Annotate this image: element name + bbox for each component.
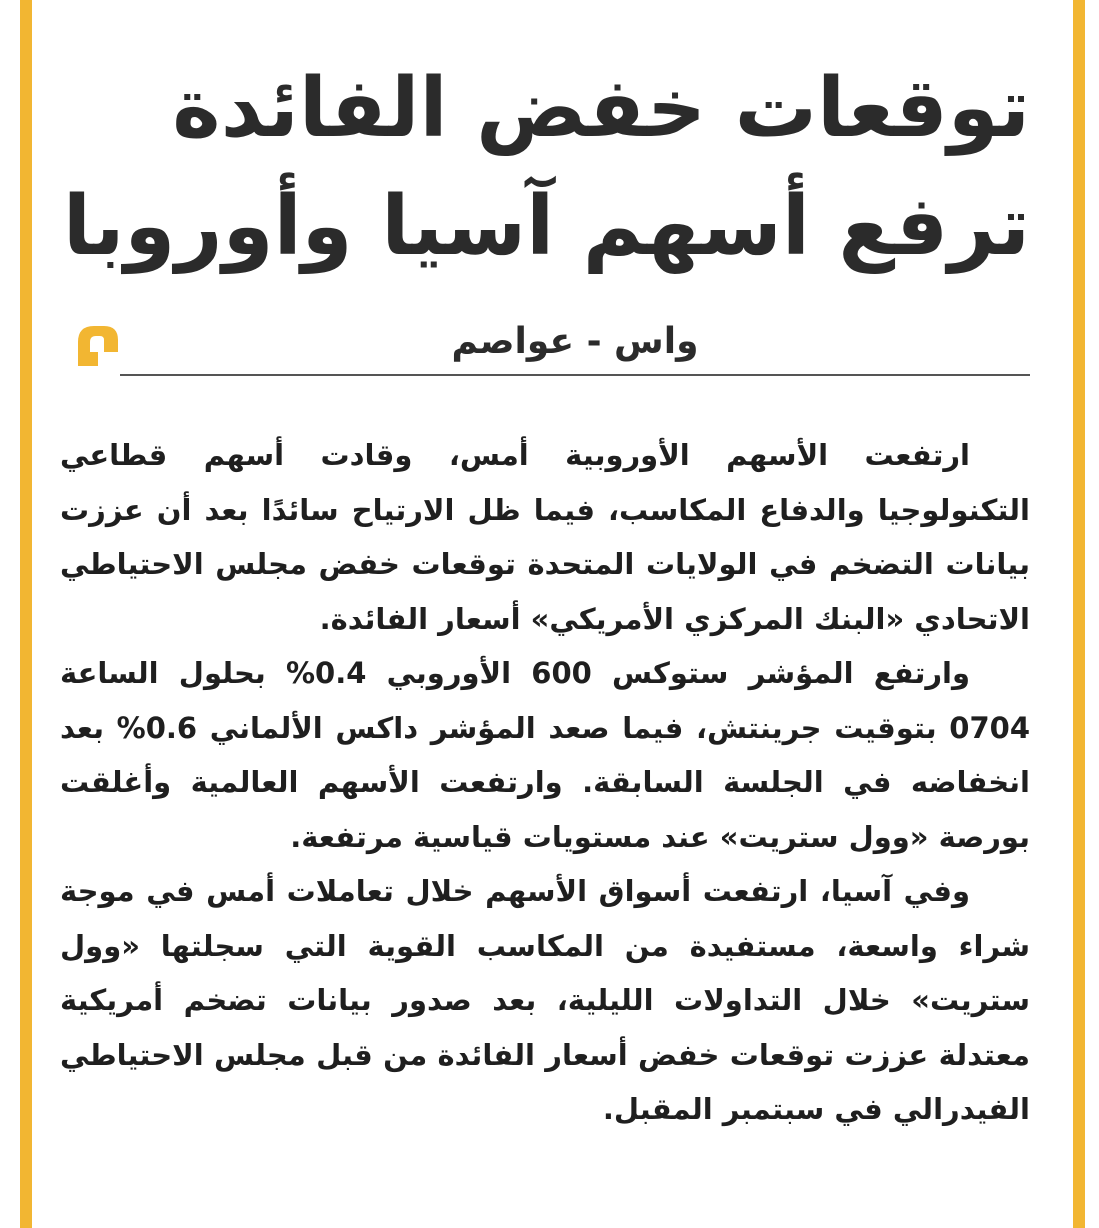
left-frame-border [0, 0, 36, 1228]
byline-source: واس - عواصم [120, 316, 1030, 376]
paragraph-3: وفي آسيا، ارتفعت أسواق الأسهم خلال تعاملات أمس في موجة شراء واسعة، مستفيدة من المكاسب القوية التي سجلتها «وول ستريت» خلال التداولات الليلية، بعد صدور بيانات تضخم أمريكية معتدلة عززت توقعات خفض أسعار الفائدة من قبل مجلس الاحتياطي الفيدرالي في سبتمبر المقبل. [60, 874, 1030, 1126]
headline-line-2: ترفع أسهم آسيا وأوروبا [62, 179, 1030, 274]
byline-row [60, 316, 1030, 388]
article-body [60, 428, 1030, 1137]
right-frame-border [1069, 0, 1099, 1228]
article [60, 50, 1030, 1137]
paragraph-1: ارتفعت الأسهم الأوروبية أمس، وقادت أسهم قطاعي التكنولوجيا والدفاع المكاسب، فيما ظل الارتياح سائدًا بعد أن عززت بيانات التضخم في الولايات المتحدة توقعات خفض مجلس الاحتياطي الاتحادي «البنك المركزي الأمريكي» أسعار الفائدة. [60, 438, 1030, 636]
publication-logo-icon [74, 322, 122, 370]
paragraph-2: وارتفع المؤشر ستوكس 600 الأوروبي 0.4% بحلول الساعة 0704 بتوقيت جرينتش، فيما صعد المؤشر داكس الألماني 0.6% بعد انخفاضه في الجلسة السابقة. وارتفعت الأسهم العالمية وأغلقت بورصة «وول ستريت» عند مستويات قياسية مرتفعة. [60, 656, 1030, 854]
headline [60, 50, 1030, 286]
headline-line-1: توقعات خفض الفائدة [172, 61, 1030, 156]
